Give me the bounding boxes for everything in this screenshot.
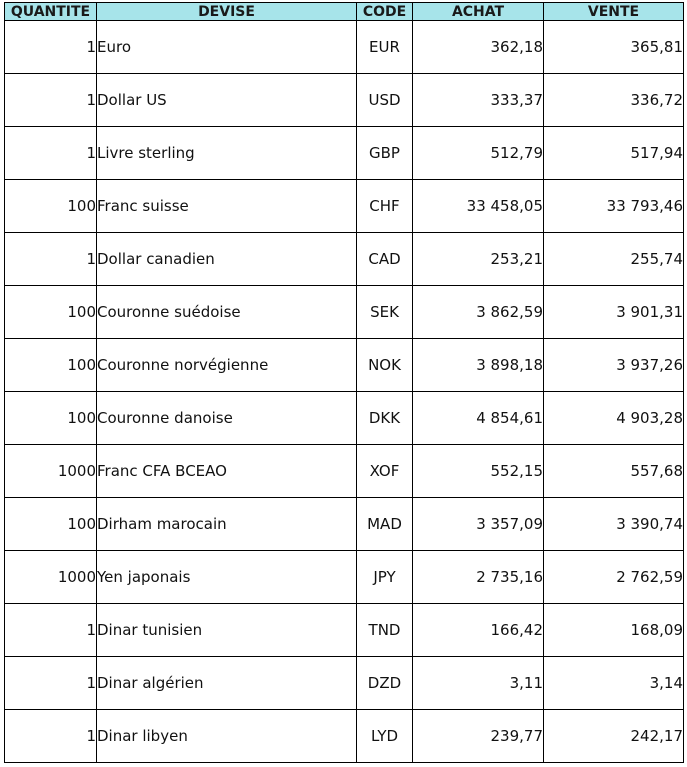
quantity-cell: 1 — [5, 233, 97, 286]
quantity-cell: 1000 — [5, 551, 97, 604]
currency-code-cell: DKK — [357, 392, 413, 445]
quantity-cell: 1 — [5, 21, 97, 74]
buy-rate-cell: 3 898,18 — [413, 339, 544, 392]
buy-rate-cell: 253,21 — [413, 233, 544, 286]
currency-code-cell: CHF — [357, 180, 413, 233]
header-currency: DEVISE — [97, 3, 357, 21]
table-header — [5, 3, 684, 21]
quantity-cell: 1 — [5, 74, 97, 127]
header-row — [5, 3, 684, 21]
currency-name-cell: Dinar libyen — [97, 710, 357, 763]
quantity-cell: 100 — [5, 498, 97, 551]
buy-rate-cell: 333,37 — [413, 74, 544, 127]
quantity-cell: 100 — [5, 180, 97, 233]
currency-name-cell: Dinar tunisien — [97, 604, 357, 657]
table-row — [5, 74, 684, 127]
table-row — [5, 233, 684, 286]
sell-rate-cell: 3 937,26 — [544, 339, 684, 392]
table-row — [5, 498, 684, 551]
currency-code-cell: JPY — [357, 551, 413, 604]
table-row — [5, 21, 684, 74]
currency-name-cell: Franc suisse — [97, 180, 357, 233]
table-row — [5, 710, 684, 763]
currency-code-cell: XOF — [357, 445, 413, 498]
buy-rate-cell: 552,15 — [413, 445, 544, 498]
table-body — [5, 21, 684, 763]
currency-name-cell: Dollar canadien — [97, 233, 357, 286]
currency-name-cell: Dirham marocain — [97, 498, 357, 551]
quantity-cell: 1 — [5, 710, 97, 763]
sell-rate-cell: 255,74 — [544, 233, 684, 286]
table-row — [5, 551, 684, 604]
currency-code-cell: TND — [357, 604, 413, 657]
sell-rate-cell: 242,17 — [544, 710, 684, 763]
sell-rate-cell: 517,94 — [544, 127, 684, 180]
quantity-cell: 1 — [5, 604, 97, 657]
header-code: CODE — [357, 3, 413, 21]
currency-code-cell: EUR — [357, 21, 413, 74]
table-row — [5, 286, 684, 339]
currency-name-cell: Couronne norvégienne — [97, 339, 357, 392]
currency-code-cell: DZD — [357, 657, 413, 710]
table-row — [5, 392, 684, 445]
table-row — [5, 657, 684, 710]
quantity-cell: 1 — [5, 127, 97, 180]
header-buy: ACHAT — [413, 3, 544, 21]
currency-code-cell: SEK — [357, 286, 413, 339]
sell-rate-cell: 557,68 — [544, 445, 684, 498]
buy-rate-cell: 3 357,09 — [413, 498, 544, 551]
exchange-rate-table — [4, 2, 684, 763]
currency-name-cell: Couronne suédoise — [97, 286, 357, 339]
currency-name-cell: Couronne danoise — [97, 392, 357, 445]
sell-rate-cell: 365,81 — [544, 21, 684, 74]
quantity-cell: 100 — [5, 392, 97, 445]
header-quantity: QUANTITE — [5, 3, 97, 21]
table-row — [5, 180, 684, 233]
sell-rate-cell: 2 762,59 — [544, 551, 684, 604]
currency-name-cell: Franc CFA BCEAO — [97, 445, 357, 498]
sell-rate-cell: 3 901,31 — [544, 286, 684, 339]
sell-rate-cell: 3,14 — [544, 657, 684, 710]
quantity-cell: 1 — [5, 657, 97, 710]
quantity-cell: 1000 — [5, 445, 97, 498]
currency-name-cell: Yen japonais — [97, 551, 357, 604]
currency-code-cell: GBP — [357, 127, 413, 180]
buy-rate-cell: 3,11 — [413, 657, 544, 710]
buy-rate-cell: 239,77 — [413, 710, 544, 763]
quantity-cell: 100 — [5, 286, 97, 339]
table-row — [5, 339, 684, 392]
sell-rate-cell: 336,72 — [544, 74, 684, 127]
buy-rate-cell: 512,79 — [413, 127, 544, 180]
currency-code-cell: MAD — [357, 498, 413, 551]
currency-code-cell: CAD — [357, 233, 413, 286]
currency-name-cell: Dollar US — [97, 74, 357, 127]
sell-rate-cell: 3 390,74 — [544, 498, 684, 551]
currency-code-cell: LYD — [357, 710, 413, 763]
table-row — [5, 127, 684, 180]
table-row — [5, 604, 684, 657]
header-sell: VENTE — [544, 3, 684, 21]
sell-rate-cell: 4 903,28 — [544, 392, 684, 445]
currency-code-cell: NOK — [357, 339, 413, 392]
currency-code-cell: USD — [357, 74, 413, 127]
buy-rate-cell: 166,42 — [413, 604, 544, 657]
buy-rate-cell: 362,18 — [413, 21, 544, 74]
sell-rate-cell: 33 793,46 — [544, 180, 684, 233]
sell-rate-cell: 168,09 — [544, 604, 684, 657]
buy-rate-cell: 2 735,16 — [413, 551, 544, 604]
buy-rate-cell: 4 854,61 — [413, 392, 544, 445]
currency-name-cell: Dinar algérien — [97, 657, 357, 710]
table-row — [5, 445, 684, 498]
quantity-cell: 100 — [5, 339, 97, 392]
buy-rate-cell: 3 862,59 — [413, 286, 544, 339]
currency-name-cell: Livre sterling — [97, 127, 357, 180]
currency-name-cell: Euro — [97, 21, 357, 74]
buy-rate-cell: 33 458,05 — [413, 180, 544, 233]
